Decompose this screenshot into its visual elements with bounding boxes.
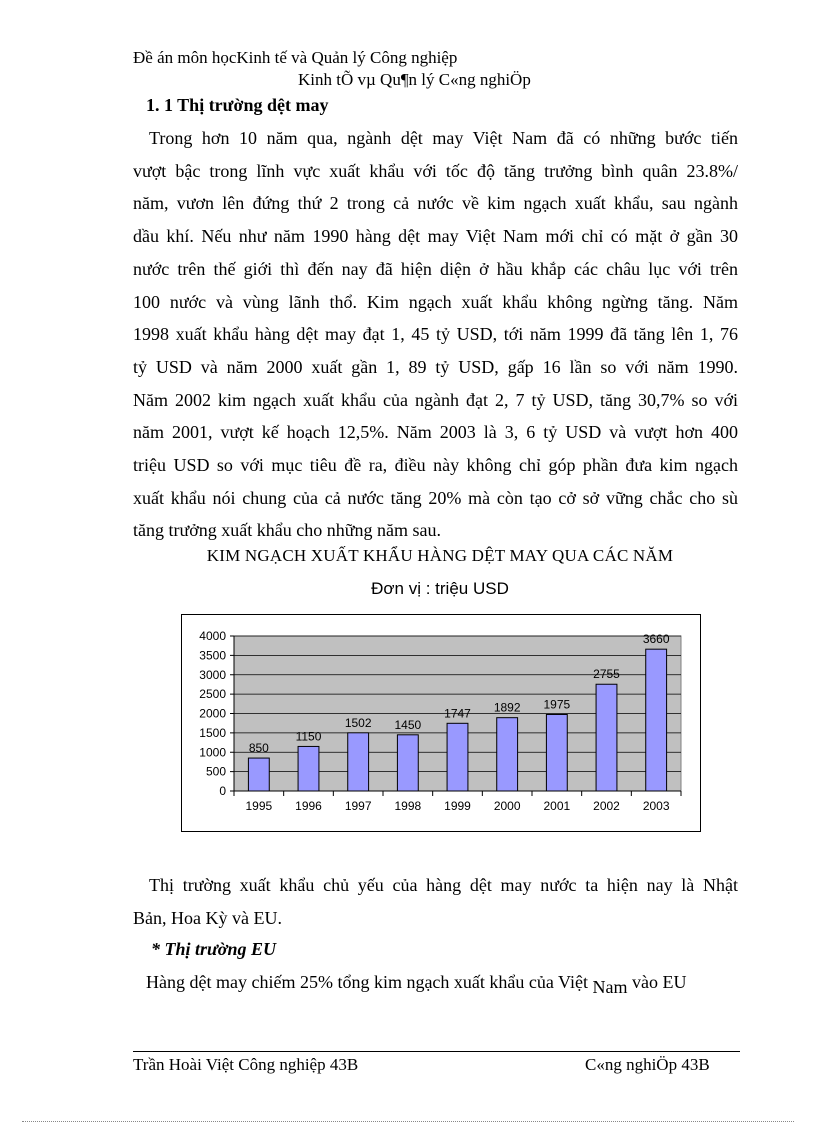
bar-value-label: 1975 (543, 697, 571, 712)
chart-title: KIM NGẠCH XUẤT KHẨU HÀNG DỆT MAY QUA CÁC NĂM (206, 546, 674, 565)
y-tick-label: 1500 (199, 725, 226, 740)
paragraph-line: Năm 2002 kim ngạch xuất khẩu của ngành đạt 2, 7 tỷ USD, tăng 30,7% so với (133, 389, 738, 410)
eu-text-sub: Nam (592, 977, 628, 997)
y-tick-label: 4000 (199, 629, 226, 643)
paragraph-line: triệu USD so với mục tiêu đề ra, điều này không chỉ góp phần đưa kim ngạch (133, 455, 738, 476)
export-bar-chart (181, 614, 701, 832)
bar-value-label: 1150 (295, 729, 322, 744)
chart-unit: Đơn vị : triệu USD (371, 579, 509, 598)
header-line-2: Kinh tÕ vµ Qu¶n lý C«ng nghiÖp (298, 70, 531, 89)
eu-paragraph (146, 972, 687, 997)
footer-rule (133, 1051, 740, 1052)
eu-heading: * Thị trường EU (151, 939, 276, 959)
paragraph-line: năm 2001, vượt kế hoạch 12,5%. Năm 2003 là 3, 6 tỷ USD và vượt hơn 400 (133, 422, 738, 443)
x-tick-label: 1995 (245, 799, 273, 813)
bar-1999 (447, 723, 468, 791)
x-tick-label: 2001 (543, 799, 571, 813)
x-tick-label: 2000 (493, 799, 521, 813)
bar-2001 (546, 714, 567, 791)
paragraph-line: Thị trường xuất khẩu chủ yếu của hàng dệt may nước ta hiện nay là Nhật (149, 875, 738, 895)
bar-value-label: 1747 (444, 706, 471, 721)
bar-1996 (298, 746, 319, 791)
bar-value-label: 1892 (493, 700, 521, 715)
bar-value-label: 1450 (394, 717, 422, 732)
bar-2002 (596, 684, 617, 791)
y-tick-label: 1000 (199, 745, 226, 760)
y-tick-label: 3500 (199, 648, 226, 663)
x-tick-label: 1999 (444, 799, 471, 813)
x-tick-label: 2002 (593, 799, 620, 813)
page-bottom-dotted-line (22, 1121, 794, 1122)
x-tick-label: 1998 (394, 799, 422, 813)
paragraph-line: tăng trưởng xuất khẩu cho những năm sau. (133, 520, 441, 541)
x-tick-label: 1996 (295, 799, 322, 813)
x-tick-label: 2003 (642, 799, 670, 813)
bar-value-label: 850 (248, 741, 269, 756)
paragraph-line: năm, vươn lên đứng thứ 2 trong cả nước về kim ngạch xuất khẩu, sau ngành (133, 193, 738, 214)
eu-text-before: Hàng dệt may chiếm 25% tổng kim ngạch xuất khẩu của Việt (146, 972, 588, 992)
bar-value-label: 3660 (642, 632, 670, 647)
footer-right: C«ng nghiÖp 43B (585, 1055, 710, 1074)
paragraph-line: Trong hơn 10 năm qua, ngành dệt may Việt Nam đã có những bước tiến (149, 128, 738, 148)
bar-1997 (348, 733, 369, 791)
y-tick-label: 3000 (199, 667, 226, 682)
y-tick-label: 500 (205, 764, 226, 779)
paragraph-line: xuất khẩu nói chung của cả nước tăng 20% mà còn tạo cở sở vững chắc cho sù (133, 487, 738, 508)
bar-value-label: 1502 (344, 715, 372, 730)
bar-1995 (248, 758, 269, 791)
y-tick-label: 0 (219, 784, 226, 798)
markets-paragraph (133, 869, 738, 934)
paragraph-line: 1998 xuất khẩu hàng dệt may đạt 1, 45 tỷ USD, tới năm 1999 đã tăng lên 1, 76 (133, 324, 738, 345)
bar-2003 (646, 649, 667, 791)
paragraph-line: 100 nước và vùng lãnh thổ. Kim ngạch xuất khẩu không ngừng tăng. Năm (133, 291, 738, 312)
bar-2000 (497, 718, 518, 791)
y-tick-label: 2500 (199, 687, 226, 702)
intro-paragraph (133, 122, 738, 547)
x-tick-label: 1997 (344, 799, 372, 813)
paragraph-line: dầu khí. Nếu như năm 1990 hàng dệt may Việt Nam mới chỉ có mặt ở gần 30 (133, 226, 738, 247)
eu-text-after: vào EU (631, 972, 687, 992)
bar-value-label: 2755 (593, 667, 620, 682)
footer-left: Trần Hoài Việt Công nghiệp 43B (133, 1055, 359, 1074)
paragraph-line: nước trên thế giới thì đến nay đã hiện diện ở hầu khắp các châu lục với trên (133, 258, 738, 279)
y-tick-label: 2000 (199, 706, 226, 721)
section-heading: 1. 1 Thị trường dệt may (146, 95, 329, 115)
header-line-1: Đề án môn họcKinh tế và Quản lý Công nghiệp (133, 48, 458, 67)
paragraph-line: vượt bậc trong lĩnh vực xuất khẩu với tốc độ tăng trưởng bình quân 23.8%/ (133, 160, 738, 181)
paragraph-line: Bản, Hoa Kỳ và EU. (133, 907, 282, 928)
bar-1998 (397, 735, 418, 791)
paragraph-line: tỷ USD và năm 2000 xuất gần 1, 89 tỷ USD, gấp 16 lần so với năm 1990. (133, 356, 738, 377)
